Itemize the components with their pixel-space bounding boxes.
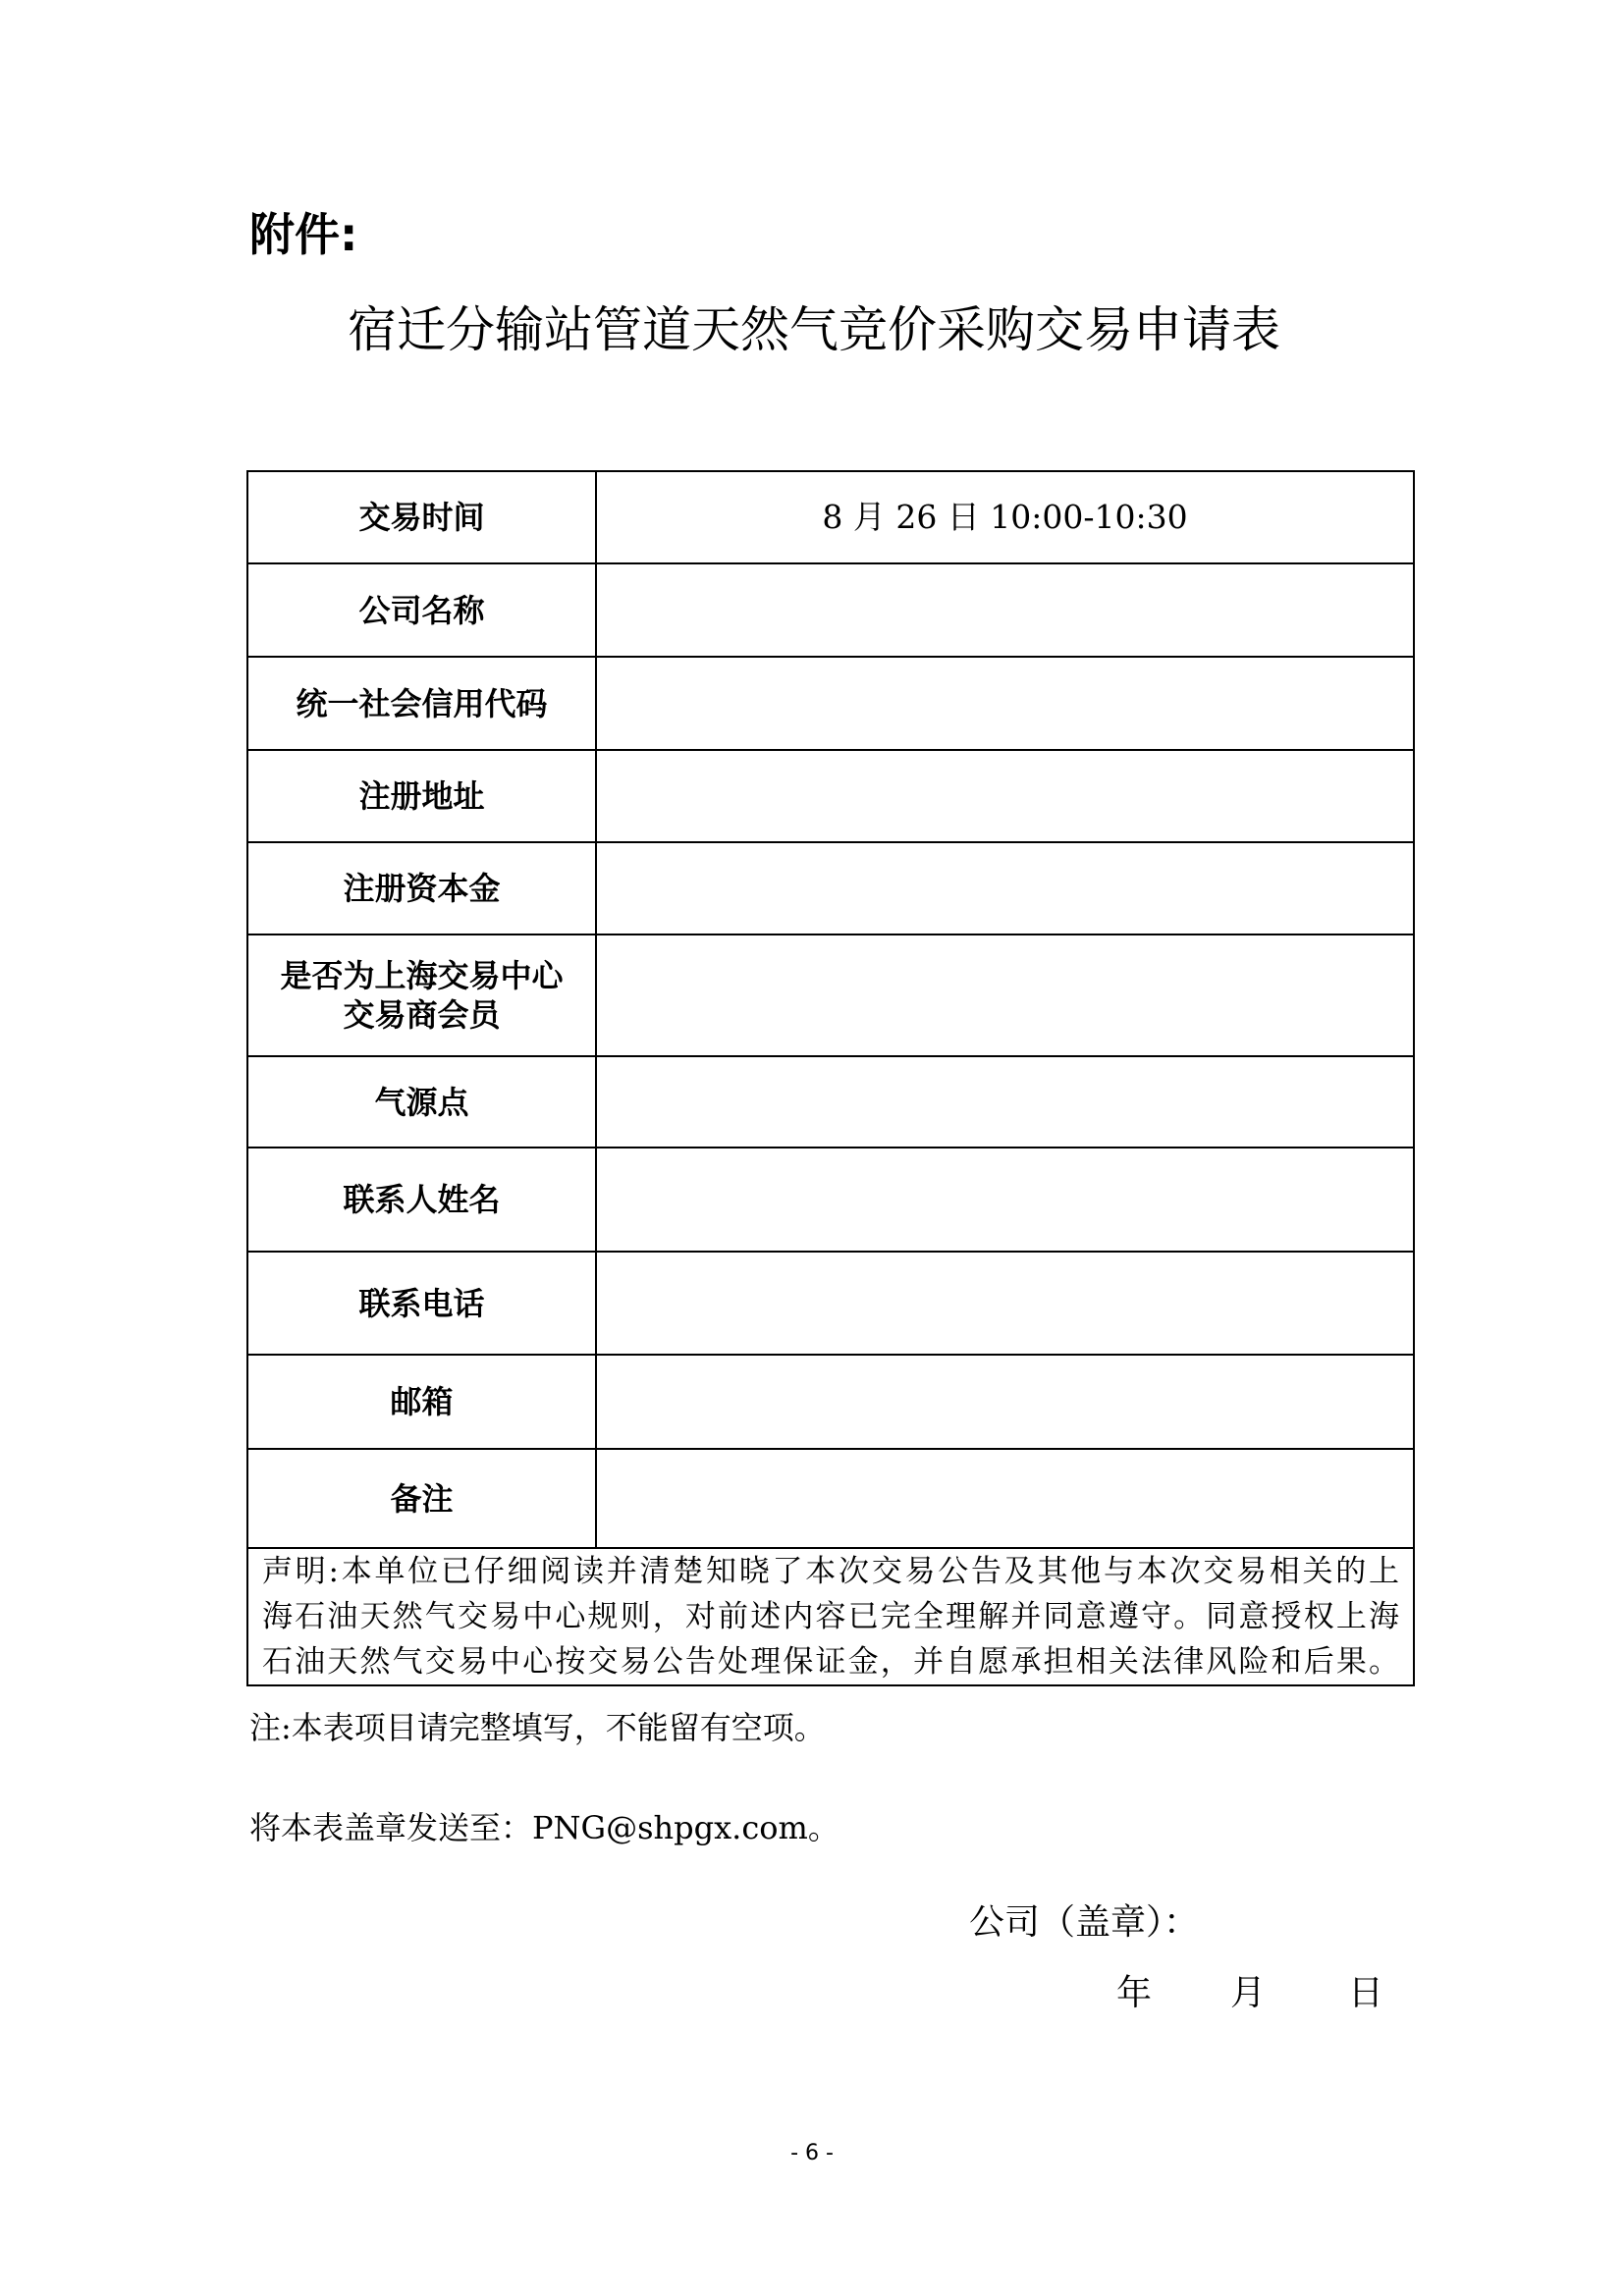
company-name-field bbox=[596, 563, 1414, 657]
date-year-label: 年 bbox=[1116, 1973, 1153, 2013]
attachment-label: 附件: bbox=[249, 208, 358, 261]
member-status-field bbox=[596, 934, 1414, 1056]
gas-source-field bbox=[596, 1056, 1414, 1148]
row-label: 气源点 bbox=[247, 1056, 596, 1148]
table-row-company-name bbox=[247, 563, 1414, 657]
send-note: 将本表盖章发送至：PNG@shpgx.com。 bbox=[249, 1809, 839, 1846]
row-label bbox=[247, 934, 596, 1056]
remarks-field bbox=[596, 1449, 1414, 1548]
trade-time-value: 8 月 26 日 10:00-10:30 bbox=[596, 471, 1414, 563]
table-row-contact-name bbox=[247, 1148, 1414, 1252]
table-row-contact-phone bbox=[247, 1252, 1414, 1355]
table-row-remarks bbox=[247, 1449, 1414, 1548]
row-label: 统一社会信用代码 bbox=[247, 657, 596, 750]
date-month-label: 月 bbox=[1230, 1973, 1267, 2013]
company-seal-label: 公司（盖章）： bbox=[969, 1902, 1200, 1943]
credit-code-field bbox=[596, 657, 1414, 750]
table-row-statement bbox=[247, 1548, 1414, 1685]
row-label: 注册资本金 bbox=[247, 842, 596, 934]
row-label: 备注 bbox=[247, 1449, 596, 1548]
contact-name-field bbox=[596, 1148, 1414, 1252]
row-label-line: 交易商会员 bbox=[343, 996, 501, 1034]
row-label: 联系电话 bbox=[247, 1252, 596, 1355]
table-row-registered-capital bbox=[247, 842, 1414, 934]
application-form-table bbox=[246, 470, 1415, 1686]
table-row-gas-source bbox=[247, 1056, 1414, 1148]
table-row-credit-code bbox=[247, 657, 1414, 750]
registered-capital-field bbox=[596, 842, 1414, 934]
document-title: 宿迁分输站管道天然气竞价采购交易申请表 bbox=[348, 301, 1280, 358]
date-day-label: 日 bbox=[1348, 1973, 1384, 2013]
statement-line: 海石油天然气交易中心规则，对前述内容已完全理解并同意遵守。同意授权上海 bbox=[262, 1599, 1399, 1634]
row-label: 邮箱 bbox=[247, 1355, 596, 1449]
contact-phone-field bbox=[596, 1252, 1414, 1355]
table-row-member-status bbox=[247, 934, 1414, 1056]
statement-line: 石油天然气交易中心按交易公告处理保证金，并自愿承担相关法律风险和后果。 bbox=[262, 1644, 1399, 1680]
table-row-registered-address bbox=[247, 750, 1414, 842]
table-row-email bbox=[247, 1355, 1414, 1449]
row-label: 联系人姓名 bbox=[247, 1148, 596, 1252]
statement-cell bbox=[247, 1548, 1414, 1685]
table-row-trade-time bbox=[247, 471, 1414, 563]
row-label-line: 是否为上海交易中心 bbox=[280, 957, 564, 994]
row-label: 注册地址 bbox=[247, 750, 596, 842]
row-label: 交易时间 bbox=[247, 471, 596, 563]
registered-address-field bbox=[596, 750, 1414, 842]
page-number: - 6 - bbox=[790, 2141, 834, 2165]
statement-line: 声明:本单位已仔细阅读并清楚知晓了本次交易公告及其他与本次交易相关的上 bbox=[262, 1554, 1399, 1589]
row-label: 公司名称 bbox=[247, 563, 596, 657]
fill-note: 注:本表项目请完整填写，不能留有空项。 bbox=[249, 1709, 826, 1746]
email-field bbox=[596, 1355, 1414, 1449]
